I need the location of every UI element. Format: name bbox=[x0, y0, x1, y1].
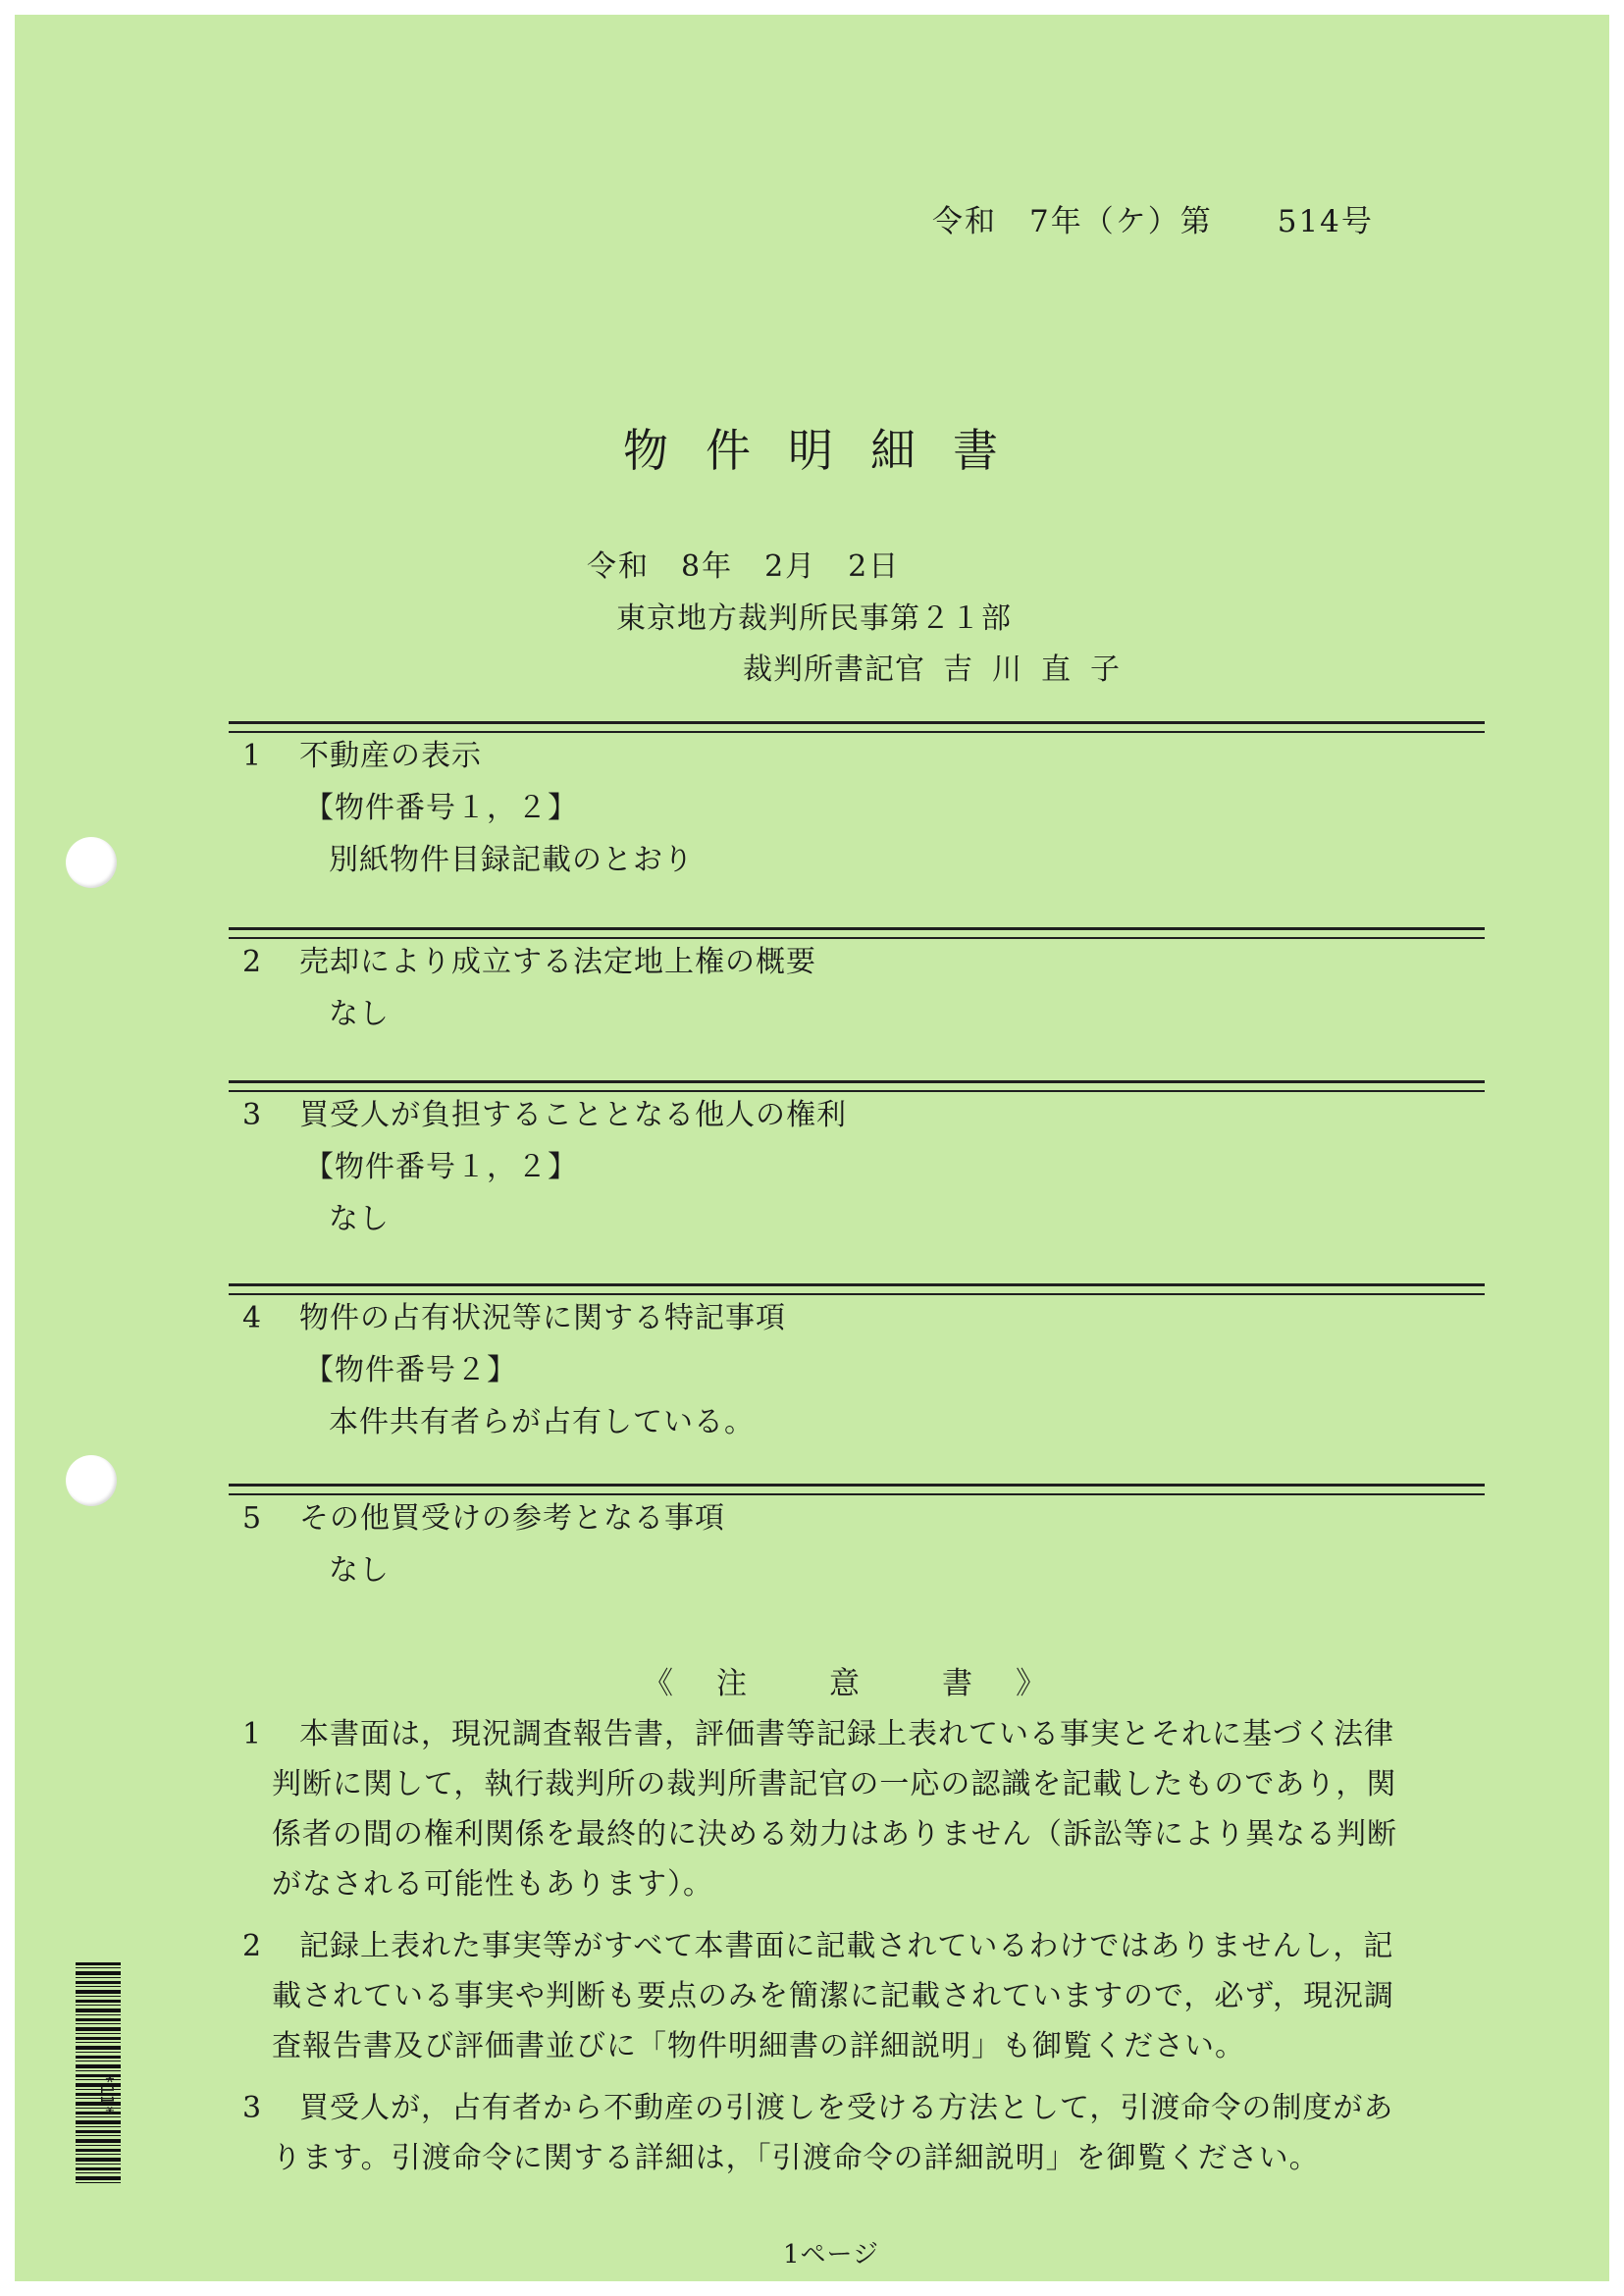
section-title: 不動産の表示 bbox=[299, 739, 482, 773]
section-heading-1 bbox=[242, 731, 482, 774]
section-number: 4 bbox=[242, 1301, 263, 1335]
notice-line: ります。引渡命令に関する詳細は，「引渡命令の詳細説明」を御覧ください。 bbox=[272, 2141, 1320, 2175]
case-number: 令和 7年（ケ）第 514号 bbox=[932, 204, 1374, 239]
section-property-numbers: 【物件番号１，２】 bbox=[304, 1150, 578, 1184]
issue-date: 令和 8年 2月 2日 bbox=[587, 549, 901, 584]
section-number: 5 bbox=[242, 1501, 263, 1536]
section-title: 物件の占有状況等に関する特記事項 bbox=[299, 1301, 786, 1335]
clerk-line bbox=[743, 645, 1139, 688]
notice-line: 判断に関して，執行裁判所の裁判所書記官の一応の認識を記載したものであり，関 bbox=[272, 1767, 1397, 1801]
section-number: 3 bbox=[242, 1098, 263, 1132]
section-title: 売却により成立する法定地上権の概要 bbox=[299, 945, 816, 979]
document-page bbox=[15, 15, 1609, 2281]
section-number: 2 bbox=[242, 945, 263, 979]
notice-line: 係者の間の権利関係を最終的に決める効力はありません（訴訟等により異なる判断 bbox=[272, 1817, 1397, 1852]
notice-line: 載されている事実や判断も要点のみを簡潔に記載されていますので，必ず，現況調 bbox=[272, 1979, 1394, 2013]
notice-line: がなされる可能性もあります）。 bbox=[272, 1867, 713, 1902]
section-heading-3 bbox=[242, 1090, 847, 1133]
section-body: なし bbox=[329, 1553, 390, 1588]
section-property-numbers: 【物件番号２】 bbox=[304, 1353, 517, 1387]
section-body: 本件共有者らが占有している。 bbox=[329, 1405, 755, 1439]
punch-hole-top bbox=[66, 837, 117, 888]
notice-line: 査報告書及び評価書並びに「物件明細書の詳細説明」も御覧ください。 bbox=[272, 2029, 1245, 2063]
notice-item-1: 1 本書面は，現況調査報告書，評価書等記録上表れている事実とそれに基づく法律 bbox=[242, 1717, 1394, 1751]
notice-item-2: 2 記録上表れた事実等がすべて本書面に記載されているわけではありませんし，記 bbox=[242, 1929, 1394, 1963]
clerk-title: 裁判所書記官 bbox=[743, 652, 925, 687]
document-title: 物件明細書 bbox=[623, 424, 1035, 477]
section-title: 買受人が負担することとなる他人の権利 bbox=[299, 1098, 847, 1132]
section-body: 別紙物件目録記載のとおり bbox=[329, 843, 694, 877]
punch-hole-bottom bbox=[66, 1455, 117, 1506]
section-heading-5 bbox=[242, 1493, 725, 1537]
court-name: 東京地方裁判所民事第２１部 bbox=[616, 601, 1012, 636]
section-body: なし bbox=[329, 997, 390, 1031]
section-number: 1 bbox=[242, 739, 263, 773]
section-property-numbers: 【物件番号１，２】 bbox=[304, 791, 578, 825]
section-heading-2 bbox=[242, 937, 816, 980]
notice-item-3: 3 買受人が，占有者から不動産の引渡しを受ける方法として，引渡命令の制度があ bbox=[242, 2091, 1394, 2125]
section-body: なし bbox=[329, 1202, 390, 1236]
notice-title: 《 注 意 書 》 bbox=[643, 1666, 1050, 1701]
section-heading-4 bbox=[242, 1293, 786, 1336]
barcode-label: *11* bbox=[96, 2073, 117, 2116]
page-number: 1ページ bbox=[783, 2240, 880, 2270]
section-title: その他買受けの参考となる事項 bbox=[299, 1501, 725, 1536]
clerk-name: 吉川直子 bbox=[943, 652, 1139, 687]
